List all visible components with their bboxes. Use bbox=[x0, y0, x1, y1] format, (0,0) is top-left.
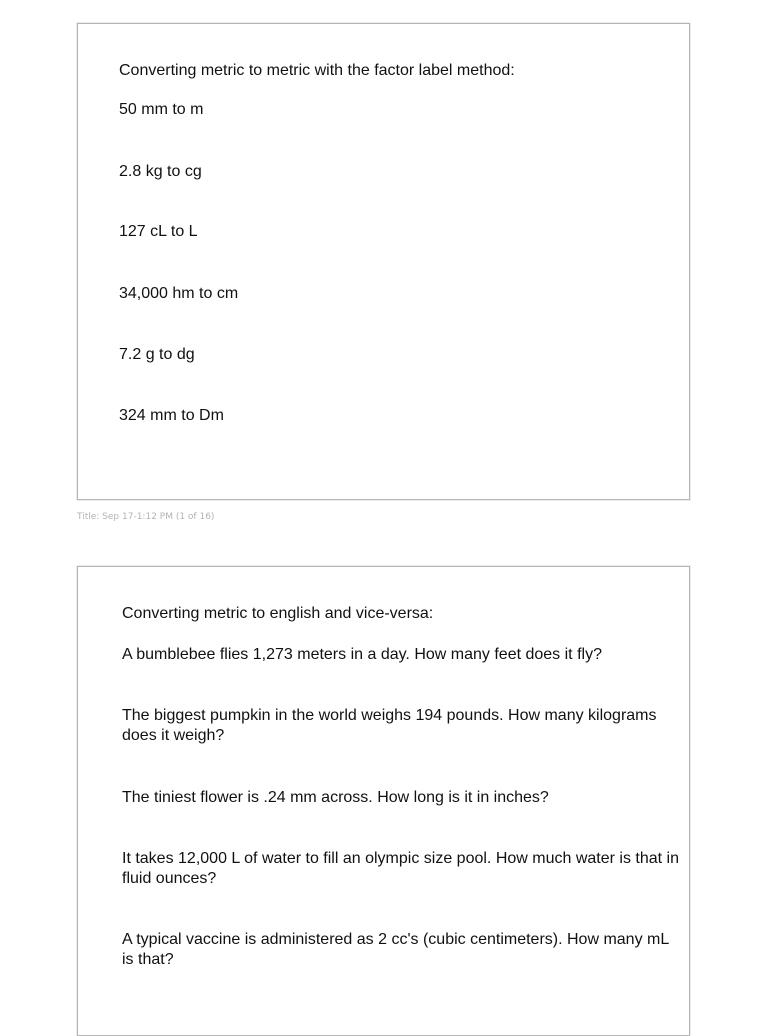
slide-1-heading: Converting metric to metric with the factor label method: bbox=[119, 62, 515, 79]
conversion-item: 324 mm to Dm bbox=[119, 407, 224, 424]
question-item: It takes 12,000 L of water to fill an olympic size pool. How much water is that in fluid ounces? bbox=[122, 850, 679, 887]
conversion-item: 2.8 kg to cg bbox=[119, 163, 202, 180]
conversion-item: 127 cL to L bbox=[119, 223, 198, 240]
slide-2 bbox=[77, 566, 690, 1036]
slide-2-heading: Converting metric to english and vice-versa: bbox=[122, 605, 434, 622]
slide-caption: Title: Sep 17-1:12 PM (1 of 16) bbox=[77, 512, 215, 522]
conversion-item: 50 mm to m bbox=[119, 101, 204, 118]
question-item: The biggest pumpkin in the world weighs 194 pounds. How many kilograms does it weigh? bbox=[122, 707, 657, 744]
question-item: A typical vaccine is administered as 2 cc's (cubic centimeters). How many mL is that? bbox=[122, 931, 669, 968]
question-item: The tiniest flower is .24 mm across. How long is it in inches? bbox=[122, 789, 549, 806]
slide-1 bbox=[77, 23, 690, 500]
question-item: A bumblebee flies 1,273 meters in a day. How many feet does it fly? bbox=[122, 646, 602, 663]
conversion-item: 34,000 hm to cm bbox=[119, 285, 239, 302]
conversion-item: 7.2 g to dg bbox=[119, 346, 195, 363]
